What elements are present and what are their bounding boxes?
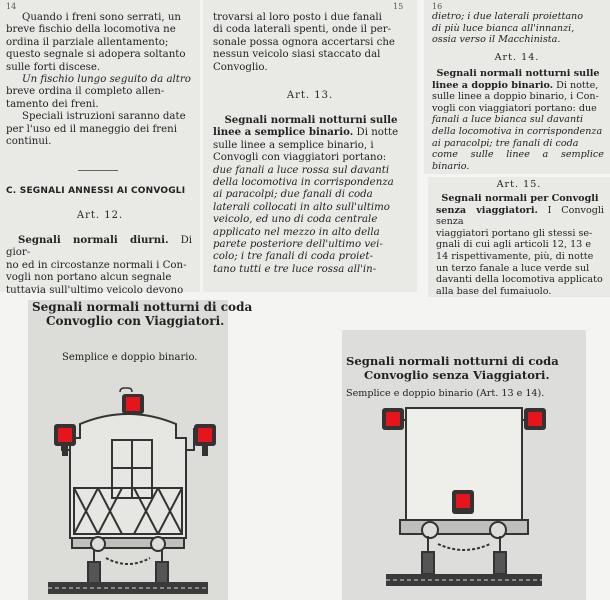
- article-12-text: [6, 234, 192, 297]
- text-line: della locomotiva in corrispondenza: [432, 125, 603, 137]
- text-line: continui.: [6, 136, 52, 148]
- article-title: Segnali normali notturni sulle: [224, 114, 398, 126]
- text-line: fanali a luce bianca sul davanti: [432, 114, 584, 126]
- text-line: ordina il parziale allentamento;: [6, 36, 169, 48]
- text-line: applicato nel mezzo in alto della: [213, 226, 380, 238]
- tail-lamp-center: [120, 388, 144, 414]
- text-line: breve fischio della locomotiva ne: [6, 24, 176, 36]
- text-line: due fanali a luce rossa sul davanti: [213, 164, 390, 176]
- page-number: 16: [432, 2, 443, 11]
- article-number: Art. 13.: [286, 90, 334, 101]
- article-15-text: [436, 193, 604, 297]
- text-line: Speciali istruzioni saranno date: [22, 111, 186, 123]
- title-line: Convoglio senza Viaggiatori.: [364, 368, 550, 382]
- text-line: Convogli con viaggiatori portano:: [213, 152, 387, 164]
- text-line: I Convogli senza: [436, 204, 604, 228]
- coupling-chain: [106, 558, 150, 564]
- text-line: tuttavia sull'ultimo veicolo devono: [6, 284, 184, 296]
- text-line: Un fischio lungo seguito da altro: [22, 74, 191, 86]
- text-line: tano tutti e tre luce rossa all'in-: [213, 263, 377, 275]
- text-line: laterali collocati in alto sull'ultimo: [213, 201, 390, 213]
- text-line: tamento dei freni.: [6, 98, 99, 110]
- text-line: nessun veicolo siasi staccato dal: [213, 49, 381, 61]
- brake-signal-text: [6, 12, 192, 148]
- title-line: Segnali normali notturni di coda: [346, 354, 559, 368]
- text-line: vogli non portano alcun segnale: [6, 272, 172, 284]
- text-line: di più luce bianca all'innanzi,: [432, 22, 575, 34]
- text-line: viaggiatori portano gli stessi se-: [436, 227, 593, 239]
- page-number: 15: [393, 2, 404, 11]
- wheel-left: [88, 562, 100, 584]
- text-line: alla base del fumaiuolo.: [436, 285, 552, 297]
- figure-without-passengers: [342, 330, 586, 600]
- text-line: Quando i freni sono serrati, un: [22, 12, 181, 23]
- text-line: parete posteriore dell'ultimo vei-: [213, 239, 383, 251]
- text-line: Di notte,: [556, 79, 599, 91]
- article-title: Segnali normali per Convogli: [441, 193, 599, 204]
- buffer-right: [490, 522, 506, 538]
- buffer-beam: [400, 520, 528, 534]
- text-line: 14 rispettivamente, più, di notte: [436, 250, 594, 262]
- text-line: un terzo fanale a luce verde sul: [436, 262, 590, 274]
- article-title: Segnali normali diurni.: [18, 234, 169, 246]
- text-line: trovarsi al loro posto i due fanali: [213, 12, 382, 23]
- article-number: Art. 15.: [496, 179, 542, 190]
- text-line: questo segnale si adopera soltanto: [6, 49, 186, 61]
- text-line: Convoglio.: [213, 61, 268, 73]
- text-line: sulle forti discese.: [6, 61, 101, 73]
- divider: [78, 170, 118, 171]
- text-line: della locomotiva in corrispondenza: [213, 177, 394, 189]
- article-number: Art. 14.: [494, 52, 540, 63]
- page-16: [424, 0, 610, 174]
- text-line: gnali di cui agli articoli 12, 13 e: [436, 239, 592, 251]
- article-title: linee a semplice binario.: [213, 126, 354, 139]
- buffer-left: [91, 537, 105, 551]
- passenger-car-rear-drawing: [28, 300, 253, 600]
- wheel-right: [494, 552, 506, 574]
- text-line: veicolo, ed uno di coda centrale: [213, 214, 378, 226]
- text-line: Di gior-: [6, 235, 192, 259]
- page-15-top-text: [213, 12, 409, 74]
- article-14-text: [432, 68, 604, 172]
- section-heading: C. SEGNALI ANNESSI AI CONVOGLI: [6, 186, 186, 196]
- figure-subtitle: Semplice e doppio binario (Art. 13 e 14).: [346, 388, 545, 399]
- text-line: Di notte: [356, 127, 399, 139]
- title-line: Segnali normali notturni di coda: [32, 300, 253, 314]
- tail-lamp-right: [194, 424, 216, 456]
- article-title: linee a doppio binario.: [432, 79, 554, 91]
- wheel-left: [422, 552, 434, 574]
- buffer-left: [422, 522, 438, 538]
- tail-lamp-right: [524, 408, 546, 430]
- text-line: ai paracolpi; due fanali di coda: [213, 189, 373, 201]
- text-line: breve ordina il completo allen-: [6, 86, 165, 98]
- title-line: Convoglio con Viaggiatori.: [46, 314, 225, 328]
- page-14: [0, 0, 200, 296]
- text-line: ai paracolpi; tre fanali di coda: [432, 137, 579, 149]
- text-line: dietro; i due laterali proiettano: [432, 11, 583, 22]
- article-title: senza viaggiatori.: [436, 204, 538, 216]
- article-13-text: [213, 114, 409, 276]
- article-title: Segnali normali notturni sulle: [436, 68, 600, 79]
- text-line: di coda laterali spenti, onde il per-: [213, 24, 392, 36]
- text-line: colo; i tre fanali di coda proiet-: [213, 251, 373, 263]
- article-number: Art. 12.: [76, 210, 124, 221]
- text-line: sonale possa ognora accertarsi che: [213, 36, 395, 48]
- page-15: [203, 0, 417, 292]
- text-line: vogli con viaggiatori portano: due: [432, 102, 597, 114]
- tail-lamp-center: [452, 490, 474, 514]
- buffer-beam: [72, 538, 184, 548]
- text-line: sulle linee a doppio binario, i Con-: [432, 91, 599, 103]
- coupling-chain: [438, 544, 490, 550]
- goods-wagon-rear-drawing: [342, 330, 586, 600]
- text-line: davanti della locomotiva applicato: [436, 274, 603, 286]
- page-16-top-text: [432, 11, 604, 46]
- article-15-clip: [428, 177, 610, 297]
- figure-subtitle: Semplice e doppio binario.: [62, 352, 198, 363]
- text-line: sulle linee a semplice binario, i: [213, 139, 374, 151]
- page-number: 14: [6, 2, 17, 11]
- text-line: ossia verso il Macchinista.: [432, 34, 561, 46]
- text-line: come sulle linee a semplice binario.: [432, 149, 604, 172]
- wheel-right: [156, 562, 168, 584]
- tail-lamp-left: [382, 408, 404, 430]
- text-line: no ed in circostanze normali i Con-: [6, 259, 187, 271]
- figure-with-passengers: [28, 300, 253, 600]
- text-line: per l'uso ed il maneggio dei freni: [6, 123, 177, 135]
- buffer-right: [151, 537, 165, 551]
